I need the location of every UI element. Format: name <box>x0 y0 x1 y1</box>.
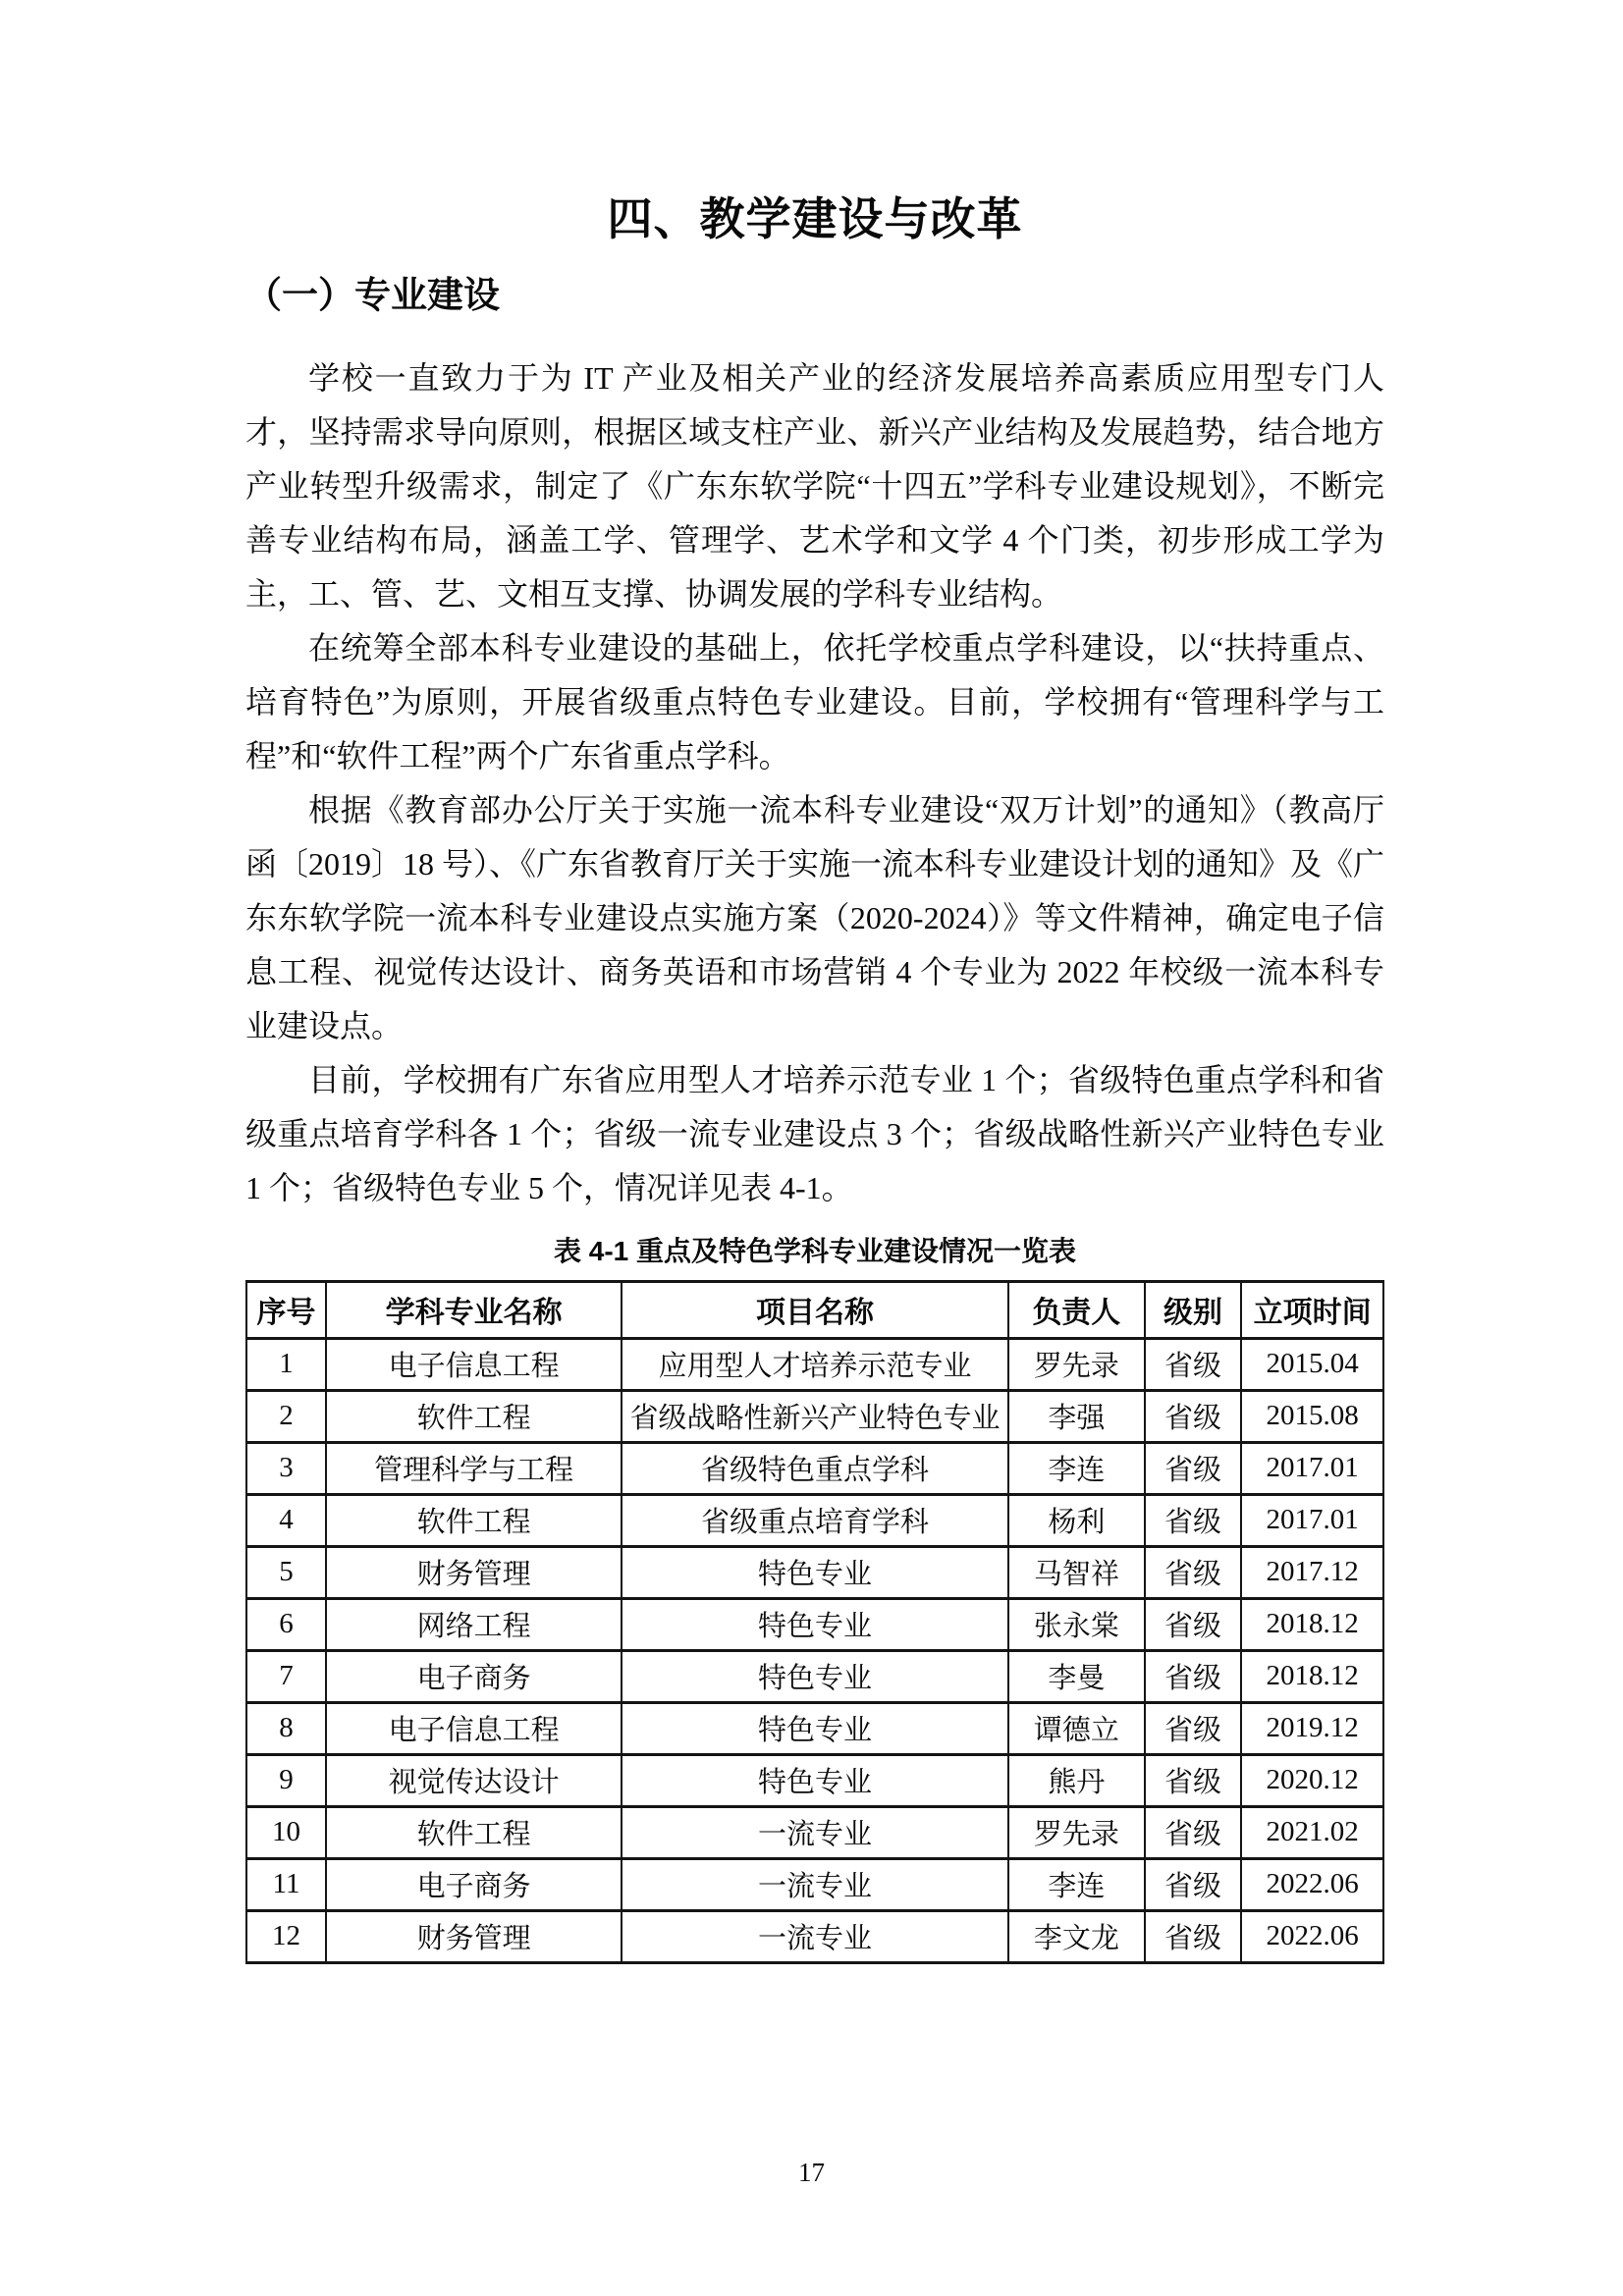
table-cell: 张永棠 <box>1008 1598 1145 1650</box>
table-cell: 谭德立 <box>1008 1702 1145 1754</box>
body-paragraphs <box>245 351 1384 1215</box>
table-cell: 李连 <box>1008 1858 1145 1910</box>
table-cell: 省级 <box>1145 1546 1241 1598</box>
table-cell: 2015.08 <box>1241 1390 1383 1442</box>
table-cell: 7 <box>246 1650 326 1702</box>
table-cell: 5 <box>246 1546 326 1598</box>
table-cell: 一流专业 <box>622 1806 1008 1858</box>
table-header-cell: 序号 <box>246 1281 326 1338</box>
table-cell: 2017.01 <box>1241 1494 1383 1546</box>
table-header-cell: 级别 <box>1145 1281 1241 1338</box>
table-cell: 省级 <box>1145 1858 1241 1910</box>
table-cell: 9 <box>246 1754 326 1806</box>
table-cell: 2018.12 <box>1241 1598 1383 1650</box>
table-row <box>246 1910 1383 1962</box>
table-row <box>246 1494 1383 1546</box>
table-cell: 省级 <box>1145 1650 1241 1702</box>
table-row <box>246 1390 1383 1442</box>
table-row <box>246 1702 1383 1754</box>
table-cell: 财务管理 <box>326 1546 622 1598</box>
table-cell: 2022.06 <box>1241 1858 1383 1910</box>
table-header-cell: 项目名称 <box>622 1281 1008 1338</box>
subjects-table <box>245 1280 1384 1964</box>
table-cell: 电子信息工程 <box>326 1338 622 1390</box>
table-cell: 3 <box>246 1442 326 1494</box>
table-cell: 省级 <box>1145 1806 1241 1858</box>
table-cell: 李强 <box>1008 1390 1145 1442</box>
table-row <box>246 1598 1383 1650</box>
table-cell: 应用型人才培养示范专业 <box>622 1338 1008 1390</box>
table-cell: 特色专业 <box>622 1650 1008 1702</box>
table-head <box>246 1281 1383 1338</box>
table-cell: 李曼 <box>1008 1650 1145 1702</box>
table-cell: 省级特色重点学科 <box>622 1442 1008 1494</box>
table-cell: 熊丹 <box>1008 1754 1145 1806</box>
table-cell: 管理科学与工程 <box>326 1442 622 1494</box>
table-cell: 软件工程 <box>326 1390 622 1442</box>
table-cell: 电子信息工程 <box>326 1702 622 1754</box>
table-cell: 2017.01 <box>1241 1442 1383 1494</box>
page-number: 17 <box>798 2158 825 2187</box>
table-cell: 4 <box>246 1494 326 1546</box>
table-cell: 一流专业 <box>622 1858 1008 1910</box>
table-cell: 软件工程 <box>326 1806 622 1858</box>
table-cell: 视觉传达设计 <box>326 1754 622 1806</box>
table-cell: 1 <box>246 1338 326 1390</box>
paragraph: 目前，学校拥有广东省应用型人才培养示范专业 1 个；省级特色重点学科和省级重点培育学科各 1 个；省级一流专业建设点 3 个；省级战略性新兴产业特色专业 1 个；省级特色专业 5 个，情况详见表 4-1。 <box>245 1062 1384 1206</box>
table-cell: 杨利 <box>1008 1494 1145 1546</box>
table-cell: 电子商务 <box>326 1858 622 1910</box>
table-cell: 电子商务 <box>326 1650 622 1702</box>
table-cell: 11 <box>246 1858 326 1910</box>
table-cell: 省级 <box>1145 1494 1241 1546</box>
table-cell: 省级重点培育学科 <box>622 1494 1008 1546</box>
table-cell: 2 <box>246 1390 326 1442</box>
table-body <box>246 1338 1383 1962</box>
table-header-cell: 学科专业名称 <box>326 1281 622 1338</box>
table-cell: 特色专业 <box>622 1754 1008 1806</box>
table-cell: 特色专业 <box>622 1598 1008 1650</box>
table-cell: 2019.12 <box>1241 1702 1383 1754</box>
table-cell: 马智祥 <box>1008 1546 1145 1598</box>
paragraph: 在统筹全部本科专业建设的基础上，依托学校重点学科建设，以“扶持重点、培育特色”为原则，开展省级重点特色专业建设。目前，学校拥有“管理科学与工程”和“软件工程”两个广东省重点学科。 <box>245 630 1384 774</box>
table-row <box>246 1858 1383 1910</box>
table-cell: 2015.04 <box>1241 1338 1383 1390</box>
table-caption: 表 4-1 重点及特色学科专业建设情况一览表 <box>553 1236 1077 1267</box>
table-cell: 8 <box>246 1702 326 1754</box>
paragraph: 学校一直致力于为 IT 产业及相关产业的经济发展培养高素质应用型专门人才，坚持需求导向原则，根据区域支柱产业、新兴产业结构及发展趋势，结合地方产业转型升级需求，制定了《广东东软学院“十四五”学科专业建设规划》，不断完善专业结构布局，涵盖工学、管理学、艺术学和文学 4 个门类，初步形成工学为主，工、管、艺、文相互支撑、协调发展的学科专业结构。 <box>245 360 1384 613</box>
table-cell: 省级战略性新兴产业特色专业 <box>622 1390 1008 1442</box>
section-heading: （一）专业建设 <box>245 274 500 315</box>
table-header-row <box>246 1281 1383 1338</box>
table-cell: 12 <box>246 1910 326 1962</box>
table-cell: 2020.12 <box>1241 1754 1383 1806</box>
table-header-cell: 负责人 <box>1008 1281 1145 1338</box>
table-row <box>246 1442 1383 1494</box>
table-cell: 省级 <box>1145 1390 1241 1442</box>
table-cell: 省级 <box>1145 1598 1241 1650</box>
table-cell: 省级 <box>1145 1754 1241 1806</box>
table-cell: 2017.12 <box>1241 1546 1383 1598</box>
table-row <box>246 1338 1383 1390</box>
table-row <box>246 1754 1383 1806</box>
table-cell: 省级 <box>1145 1702 1241 1754</box>
table-row <box>246 1806 1383 1858</box>
table-cell: 6 <box>246 1598 326 1650</box>
table-cell: 一流专业 <box>622 1910 1008 1962</box>
paragraph: 根据《教育部办公厅关于实施一流本科专业建设“双万计划”的通知》（教高厅函〔2019〕18 号）、《广东省教育厅关于实施一流本科专业建设计划的通知》及《广东东软学院一流本科专业建设点实施方案（2020-2024）》等文件精神，确定电子信息工程、视觉传达设计、商务英语和市场营销 4 个专业为 2022 年校级一流本科专业建设点。 <box>245 792 1385 1044</box>
table-cell: 省级 <box>1145 1338 1241 1390</box>
table-cell: 2021.02 <box>1241 1806 1383 1858</box>
table-row <box>246 1650 1383 1702</box>
table-cell: 李文龙 <box>1008 1910 1145 1962</box>
table-cell: 网络工程 <box>326 1598 622 1650</box>
table-cell: 2018.12 <box>1241 1650 1383 1702</box>
table-cell: 软件工程 <box>326 1494 622 1546</box>
table-row <box>246 1546 1383 1598</box>
table-cell: 特色专业 <box>622 1702 1008 1754</box>
table-cell: 省级 <box>1145 1442 1241 1494</box>
table-cell: 罗先录 <box>1008 1806 1145 1858</box>
table-cell: 2022.06 <box>1241 1910 1383 1962</box>
table-header-cell: 立项时间 <box>1241 1281 1383 1338</box>
page-title: 四、教学建设与改革 <box>607 193 1023 244</box>
table-cell: 李连 <box>1008 1442 1145 1494</box>
table-cell: 罗先录 <box>1008 1338 1145 1390</box>
table-cell: 10 <box>246 1806 326 1858</box>
table-cell: 财务管理 <box>326 1910 622 1962</box>
table-cell: 特色专业 <box>622 1546 1008 1598</box>
table-cell: 省级 <box>1145 1910 1241 1962</box>
